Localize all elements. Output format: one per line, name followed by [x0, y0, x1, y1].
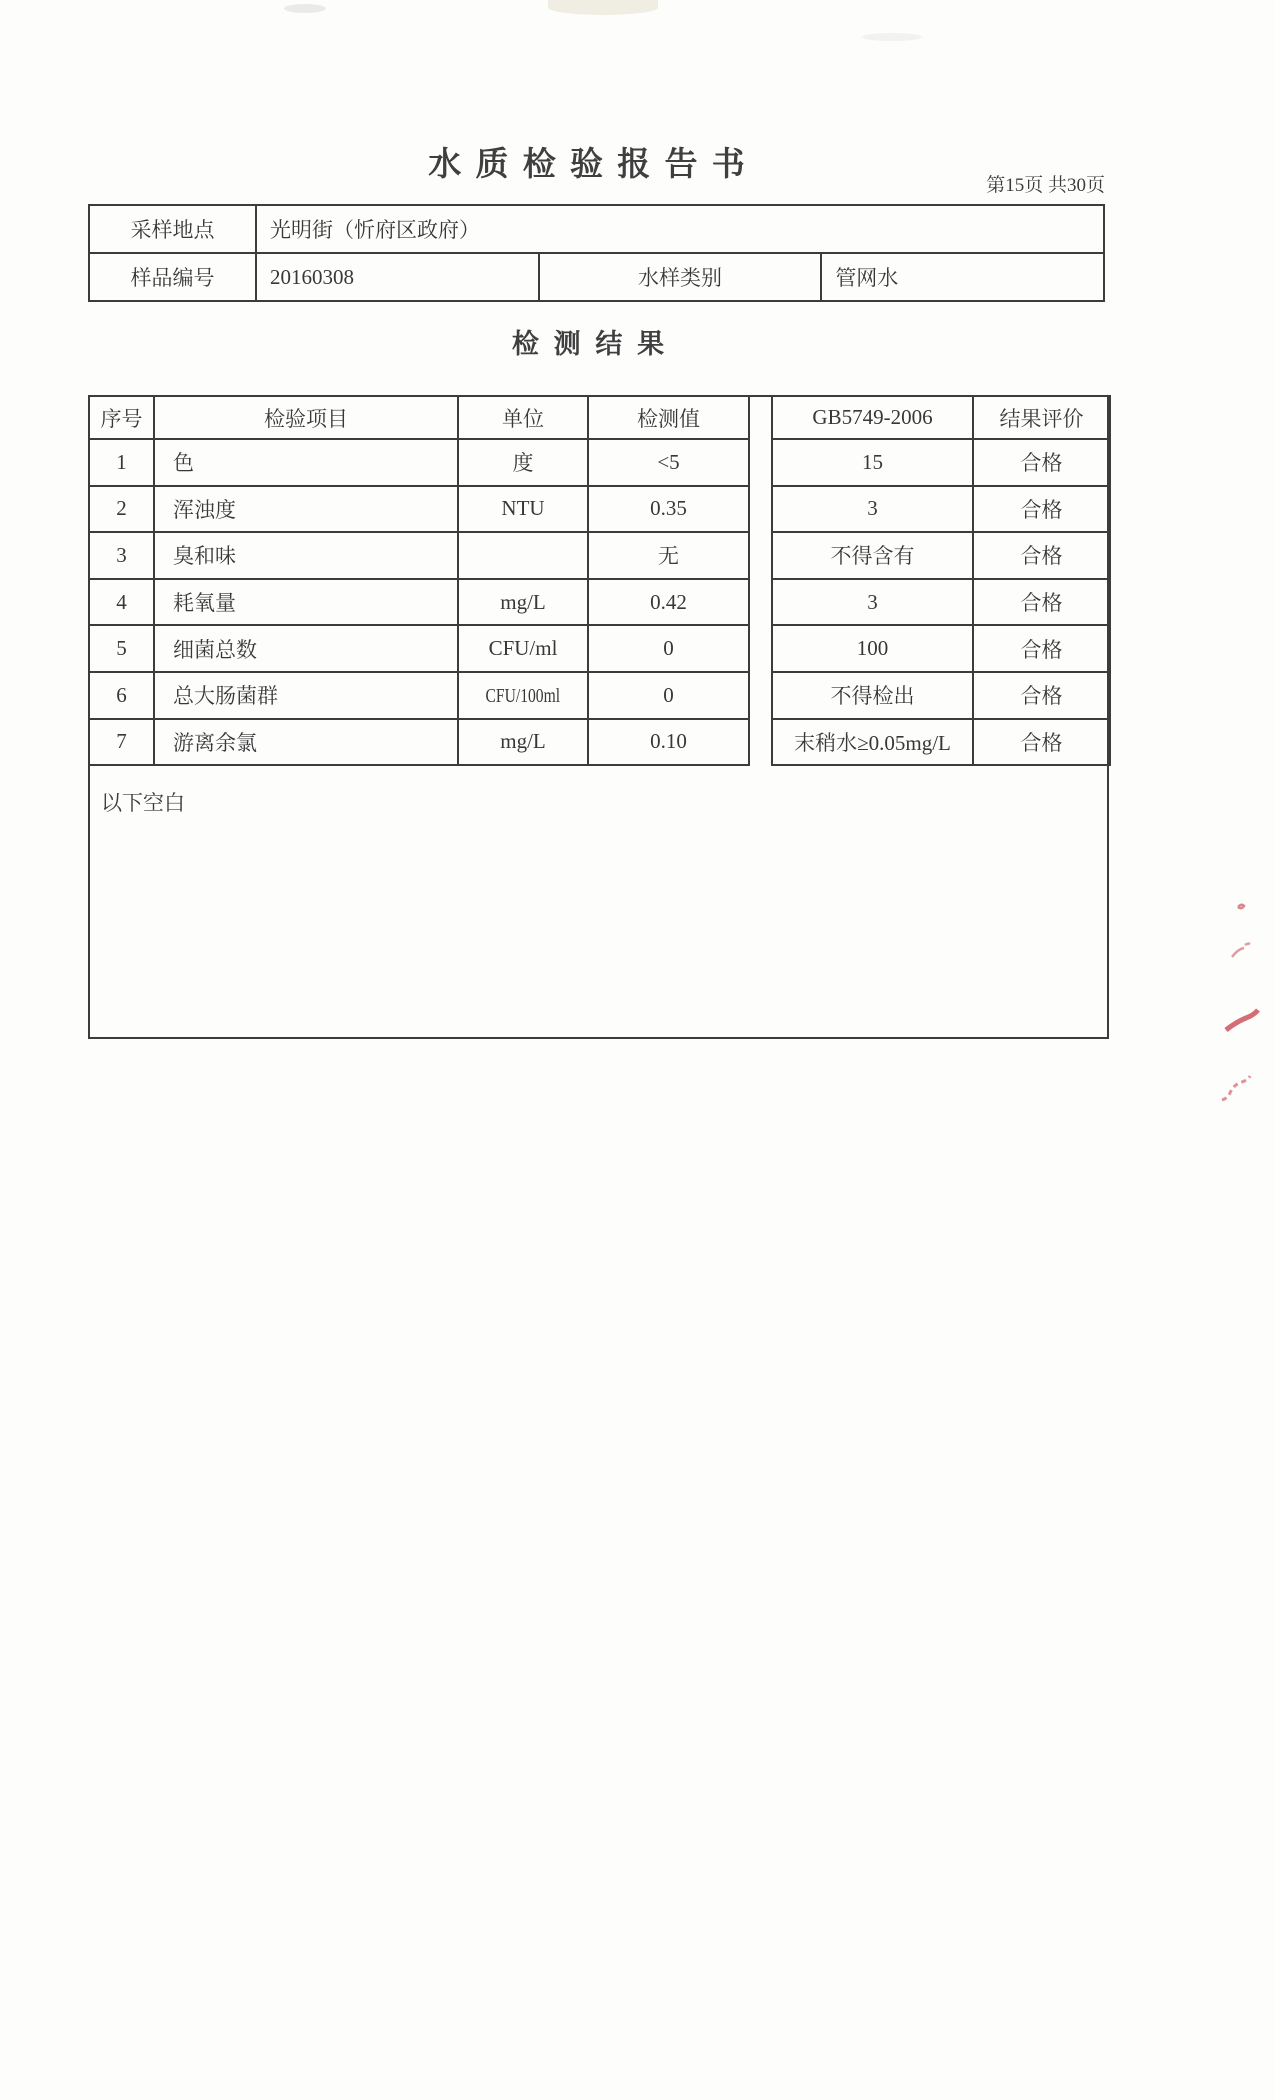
results-header-row: [89, 396, 749, 439]
result-row: [772, 672, 1110, 719]
result-row: [89, 532, 749, 579]
cell-value: 无: [588, 532, 749, 579]
cell-item: 总大肠菌群: [154, 672, 458, 719]
cell-no: 2: [89, 486, 154, 533]
scan-smudge: [284, 4, 326, 13]
cell-unit: CFU/ml: [458, 625, 588, 672]
header-standard: GB5749-2006: [772, 396, 973, 439]
cell-standard: 不得检出: [772, 672, 973, 719]
document-title: 水 质 检 验 报 告 书: [428, 147, 748, 183]
cell-unit: mg/L: [458, 719, 588, 766]
cell-result: 合格: [973, 625, 1110, 672]
cell-item: 浑浊度: [154, 486, 458, 533]
cell-item: 色: [154, 439, 458, 486]
cell-value: 0.35: [588, 486, 749, 533]
blank-below-note: 以下空白: [101, 791, 185, 815]
cell-value: 0.10: [588, 719, 749, 766]
cell-result: 合格: [973, 672, 1110, 719]
header-item: 检验项目: [154, 396, 458, 439]
header-unit: 单位: [458, 396, 588, 439]
result-row: [772, 719, 1110, 766]
sample-location-row: [89, 205, 1104, 253]
cell-item: 游离余氯: [154, 719, 458, 766]
cell-unit: 度: [458, 439, 588, 486]
cell-item: 细菌总数: [154, 625, 458, 672]
cell-standard: 末稍水≥0.05mg/L: [772, 719, 973, 766]
cell-unit: NTU: [458, 486, 588, 533]
cell-no: 6: [89, 672, 154, 719]
cell-no: 4: [89, 579, 154, 626]
cell-standard: 15: [772, 439, 973, 486]
result-row: [89, 579, 749, 626]
sample-number-value: 20160308: [256, 253, 539, 301]
result-row: [89, 719, 749, 766]
header-no: 序号: [89, 396, 154, 439]
sample-number-row: [89, 253, 1104, 301]
page-number-note: 第15页 共30页: [986, 175, 1105, 196]
result-row: [772, 439, 1110, 486]
cell-result: 合格: [973, 579, 1110, 626]
red-scan-artifact: [1212, 895, 1267, 1115]
water-type-value: 管网水: [821, 253, 1104, 301]
water-type-label: 水样类别: [539, 253, 822, 301]
cell-value: 0.42: [588, 579, 749, 626]
cell-result: 合格: [973, 532, 1110, 579]
cell-value: 0: [588, 625, 749, 672]
cell-no: 1: [89, 439, 154, 486]
scan-smudge: [548, 0, 658, 15]
cell-standard: 3: [772, 579, 973, 626]
header-result: 结果评价: [973, 396, 1110, 439]
result-row: [772, 486, 1110, 533]
result-row: [772, 625, 1110, 672]
result-row: [89, 672, 749, 719]
sample-location-label: 采样地点: [89, 205, 256, 253]
cell-unit: [458, 672, 588, 719]
cell-item: 臭和味: [154, 532, 458, 579]
cell-standard: 3: [772, 486, 973, 533]
result-row: [89, 439, 749, 486]
sample-location-value: 光明街（忻府区政府）: [256, 205, 1104, 253]
cell-unit-text: CFU/100ml: [485, 684, 561, 707]
header-value: 检测值: [588, 396, 749, 439]
section-title: 检 测 结 果: [511, 329, 669, 359]
cell-value: 0: [588, 672, 749, 719]
cell-unit: mg/L: [458, 579, 588, 626]
cell-unit: [458, 532, 588, 579]
result-row: [772, 579, 1110, 626]
cell-standard: 100: [772, 625, 973, 672]
results-table-right: [771, 395, 1111, 766]
cell-result: 合格: [973, 439, 1110, 486]
cell-result: 合格: [973, 486, 1110, 533]
cell-value: <5: [588, 439, 749, 486]
cell-no: 7: [89, 719, 154, 766]
cell-standard: 不得含有: [772, 532, 973, 579]
cell-item: 耗氧量: [154, 579, 458, 626]
result-row: [772, 532, 1110, 579]
results-table-left: [88, 395, 750, 766]
results-header-row: [772, 396, 1110, 439]
result-row: [89, 625, 749, 672]
cell-no: 3: [89, 532, 154, 579]
result-row: [89, 486, 749, 533]
sample-info-table: [88, 204, 1105, 302]
scan-smudge: [862, 33, 922, 41]
cell-result: 合格: [973, 719, 1110, 766]
cell-no: 5: [89, 625, 154, 672]
sample-number-label: 样品编号: [89, 253, 256, 301]
